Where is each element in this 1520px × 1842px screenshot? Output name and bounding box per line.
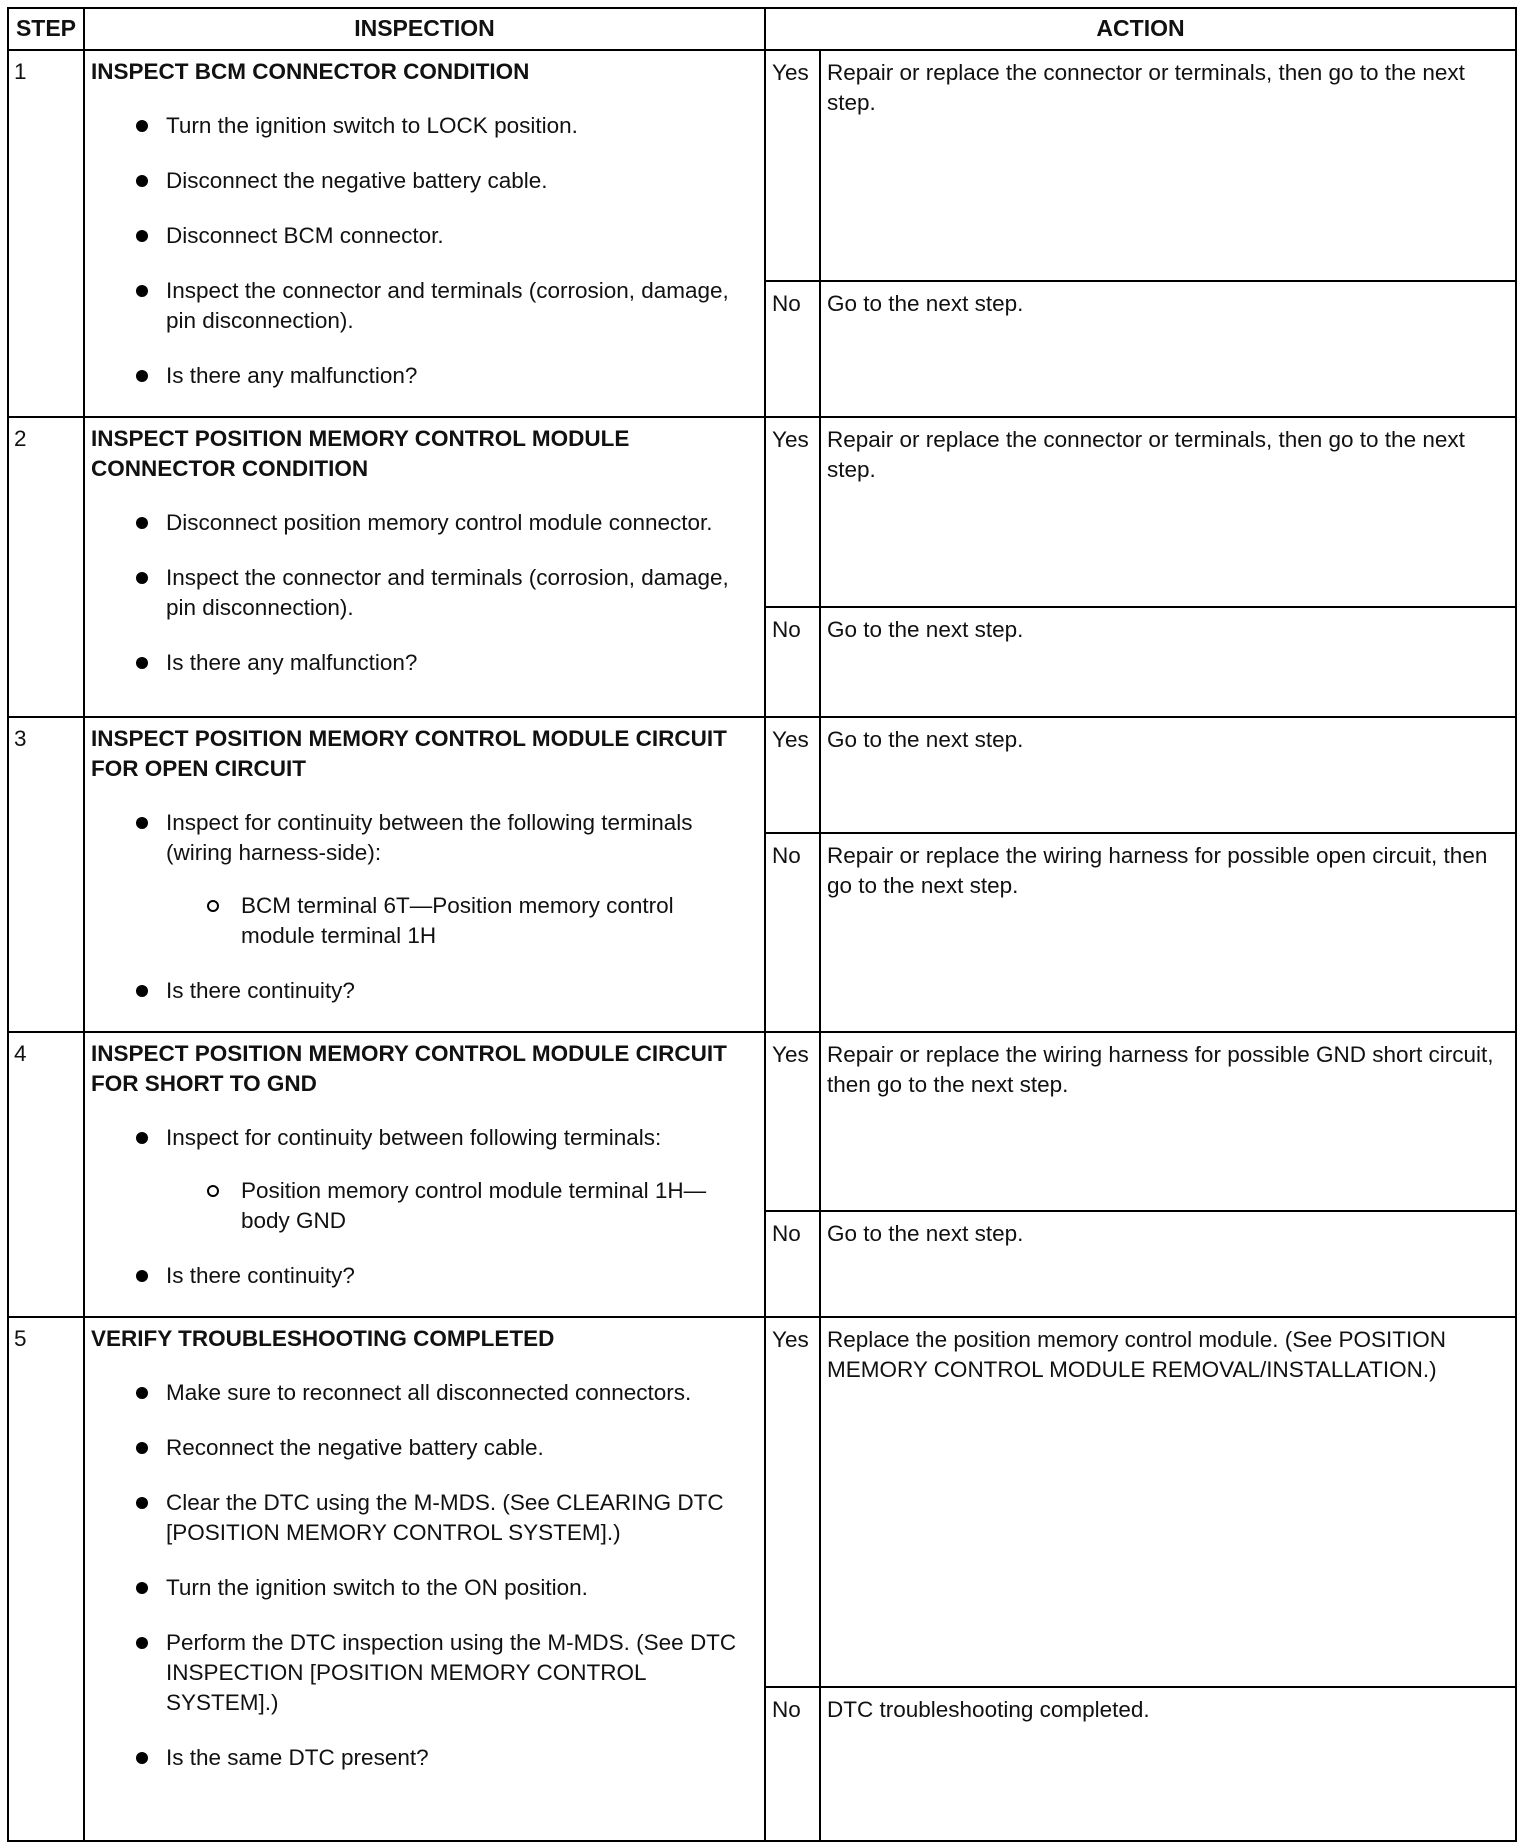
no-action: Go to the next step.	[820, 1211, 1516, 1317]
inspection-item	[91, 166, 748, 196]
inspection-item-text: Reconnect the negative battery cable.	[166, 1435, 544, 1460]
inspection-item-text: Inspect for continuity between the following terminals (wiring harness-side):	[166, 810, 693, 865]
inspection-cell	[84, 417, 765, 717]
inspection-item-text: Disconnect the negative battery cable.	[166, 168, 548, 193]
inspection-list	[91, 111, 748, 391]
step-title: INSPECT POSITION MEMORY CONTROL MODULE CIRCUIT FOR SHORT TO GND	[91, 1041, 727, 1096]
inspection-item-text: Disconnect position memory control module connector.	[166, 510, 713, 535]
inspection-item	[91, 111, 748, 141]
inspection-cell	[84, 717, 765, 1032]
inspection-item	[91, 1573, 748, 1603]
inspection-item	[91, 1378, 748, 1408]
inspection-item	[91, 976, 748, 1006]
no-label: No	[765, 607, 820, 717]
inspection-item	[91, 1628, 748, 1718]
inspection-list	[91, 808, 748, 1006]
action-header: ACTION	[765, 8, 1516, 50]
inspection-item	[91, 1488, 748, 1548]
table-body	[8, 50, 1516, 1841]
header-row	[8, 8, 1516, 50]
sub-item: BCM terminal 6T—Position memory control module terminal 1H	[166, 891, 748, 951]
inspection-item-text: Clear the DTC using the M-MDS. (See CLEARING DTC [POSITION MEMORY CONTROL SYSTEM].)	[166, 1490, 724, 1545]
yes-action: Repair or replace the wiring harness for possible GND short circuit, then go to the next step.	[820, 1032, 1516, 1211]
inspection-item-text: Disconnect BCM connector.	[166, 223, 444, 248]
inspection-item	[91, 563, 748, 623]
inspection-item	[91, 1123, 748, 1236]
step-title: INSPECT POSITION MEMORY CONTROL MODULE CONNECTOR CONDITION	[91, 426, 630, 481]
no-label: No	[765, 281, 820, 417]
yes-label: Yes	[765, 717, 820, 833]
yes-action: Repair or replace the connector or terminals, then go to the next step.	[820, 50, 1516, 281]
yes-label: Yes	[765, 50, 820, 281]
no-label: No	[765, 1687, 820, 1841]
sub-list	[166, 891, 748, 951]
no-label: No	[765, 1211, 820, 1317]
step-title: INSPECT POSITION MEMORY CONTROL MODULE CIRCUIT FOR OPEN CIRCUIT	[91, 726, 727, 781]
inspection-item	[91, 1261, 748, 1291]
step-row	[8, 1032, 1516, 1211]
step-number: 5	[8, 1317, 84, 1841]
step-number: 1	[8, 50, 84, 417]
no-action: DTC troubleshooting completed.	[820, 1687, 1516, 1841]
inspection-item-text: Turn the ignition switch to LOCK position.	[166, 113, 578, 138]
inspection-item-text: Is there any malfunction?	[166, 650, 418, 675]
inspection-item	[91, 361, 748, 391]
inspection-item	[91, 276, 748, 336]
sub-item: Position memory control module terminal 1H—body GND	[166, 1176, 748, 1236]
inspection-list	[91, 1378, 748, 1773]
no-action: Go to the next step.	[820, 607, 1516, 717]
yes-action: Replace the position memory control module. (See POSITION MEMORY CONTROL MODULE REMOVAL/INSTALLATION.)	[820, 1317, 1516, 1687]
sub-list	[166, 1176, 748, 1236]
step-title: VERIFY TROUBLESHOOTING COMPLETED	[91, 1326, 555, 1351]
step-header: STEP	[8, 8, 84, 50]
inspection-item-text: Is there any malfunction?	[166, 363, 418, 388]
inspection-item-text: Is the same DTC present?	[166, 1745, 429, 1770]
inspection-item-text: Make sure to reconnect all disconnected connectors.	[166, 1380, 692, 1405]
step-number: 2	[8, 417, 84, 717]
inspection-item	[91, 808, 748, 951]
inspection-list	[91, 1123, 748, 1291]
inspection-item-text: Is there continuity?	[166, 978, 355, 1003]
troubleshooting-table	[7, 7, 1517, 1842]
inspection-cell	[84, 50, 765, 417]
no-label: No	[765, 833, 820, 1033]
inspection-cell	[84, 1317, 765, 1841]
step-number: 3	[8, 717, 84, 1032]
yes-label: Yes	[765, 417, 820, 607]
inspection-item	[91, 1743, 748, 1773]
step-number: 4	[8, 1032, 84, 1317]
no-action: Repair or replace the wiring harness for possible open circuit, then go to the next step.	[820, 833, 1516, 1033]
inspection-list	[91, 508, 748, 678]
step-title: INSPECT BCM CONNECTOR CONDITION	[91, 59, 530, 84]
inspection-item-text: Turn the ignition switch to the ON position.	[166, 1575, 588, 1600]
inspection-item	[91, 221, 748, 251]
step-row	[8, 50, 1516, 281]
yes-action: Repair or replace the connector or terminals, then go to the next step.	[820, 417, 1516, 607]
inspection-item-text: Perform the DTC inspection using the M-MDS. (See DTC INSPECTION [POSITION MEMORY CONTROL SYSTEM].)	[166, 1630, 737, 1715]
step-row	[8, 417, 1516, 607]
yes-action: Go to the next step.	[820, 717, 1516, 833]
inspection-item	[91, 1433, 748, 1463]
inspection-cell	[84, 1032, 765, 1317]
inspection-header: INSPECTION	[84, 8, 765, 50]
yes-label: Yes	[765, 1317, 820, 1687]
inspection-item	[91, 508, 748, 538]
step-row	[8, 717, 1516, 833]
inspection-item-text: Inspect the connector and terminals (corrosion, damage, pin disconnection).	[166, 278, 729, 333]
yes-label: Yes	[765, 1032, 820, 1211]
inspection-item-text: Inspect the connector and terminals (corrosion, damage, pin disconnection).	[166, 565, 729, 620]
step-row	[8, 1317, 1516, 1687]
inspection-item	[91, 648, 748, 678]
inspection-item-text: Inspect for continuity between following terminals:	[166, 1125, 662, 1150]
inspection-item-text: Is there continuity?	[166, 1263, 355, 1288]
no-action: Go to the next step.	[820, 281, 1516, 417]
